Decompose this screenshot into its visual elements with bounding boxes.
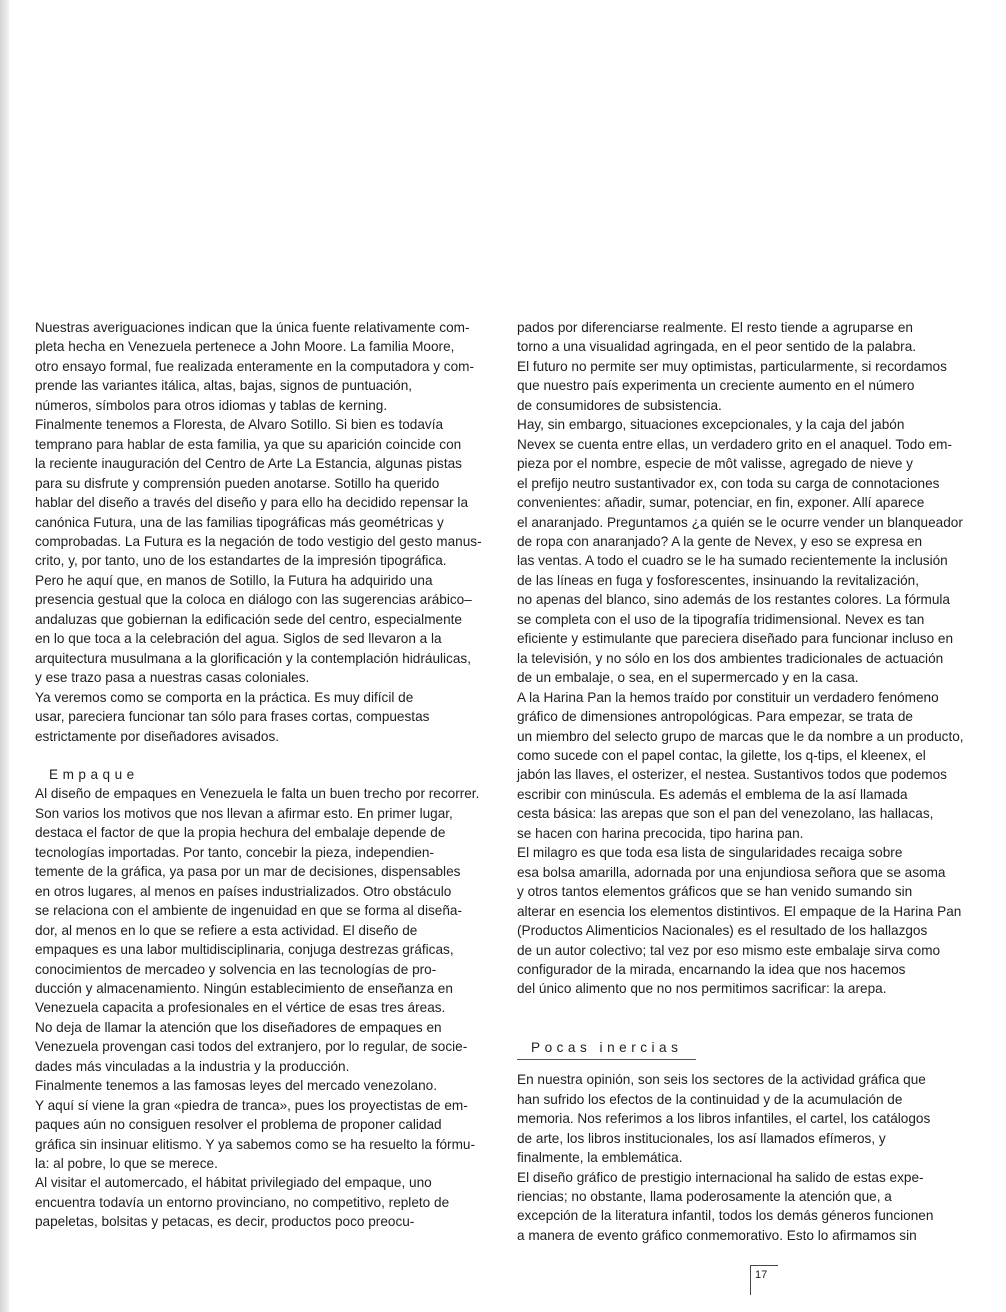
text-line: temprano para hablar de esta familia, ya que su aparición coincide con — [35, 436, 462, 452]
text-line: la televisión, y no sólo en los dos ambientes tradicionales de actuación — [517, 650, 944, 666]
text-line: un miembro del selecto grupo de marcas que le da nombre a un producto, — [517, 728, 964, 744]
text-line: de arte, los libros institucionales, los así llamados efímeros, y — [517, 1130, 886, 1146]
text-line: memoria. Nos referimos a los libros infantiles, el cartel, los catálogos — [517, 1111, 931, 1127]
text-line: de un embalaje, o sea, en el supermercado y en la casa. — [517, 670, 859, 686]
text-line: El milagro es que toda esa lista de singularidades recaiga sobre — [517, 845, 903, 861]
text-line: que nuestro país experimenta un creciente aumento en el número — [517, 378, 915, 394]
spacer — [517, 999, 979, 1018]
text-line: y otros tantos elementos gráficos que se han venido sumando sin — [517, 884, 913, 900]
text-line: esa bolsa amarilla, adornada por una enjundiosa señora que se asoma — [517, 864, 946, 880]
text-line: usar, pareciera funcionar tan sólo para frases cortas, compuestas — [35, 709, 430, 725]
text-line: en otros lugares, al menos en países industrializados. Otro obstáculo — [35, 883, 452, 899]
text-line: el prefijo neutro sustantivador ex, con toda su carga de connotaciones — [517, 475, 940, 491]
section-heading-empaque: Empaque — [49, 766, 139, 782]
text-line: Pero he aquí que, en manos de Sotillo, la Futura ha adquirido una — [35, 572, 433, 588]
text-line: estrictamente por diseñadores avisados. — [35, 728, 280, 744]
text-line: finalmente, la emblemática. — [517, 1150, 683, 1166]
page-number: 17 — [750, 1265, 778, 1295]
text-line: se completa con el uso de la tipografía tridimensional. Nevex es tan — [517, 611, 925, 627]
text-line: de ropa con anaranjado? A la gente de Nevex, y eso se expresa en — [517, 533, 923, 549]
text-line: jabón las llaves, el osterizer, el nestea. Sustantivos todos que podemos — [517, 767, 947, 783]
text-line: del único alimento que no nos permitimos sacrificar: la arepa. — [517, 981, 887, 997]
text-line: Al diseño de empaques en Venezuela le falta un buen trecho por recorrer. — [35, 786, 480, 802]
text-line: temente de la gráfica, ya pasa por un mar de decisiones, dispensables — [35, 864, 461, 880]
text-line: arquitectura musulmana a la glorificación y la contemplación hidráulicas, — [35, 650, 471, 666]
text-line: Nuestras averiguaciones indican que la única fuente relativamente com- — [35, 320, 470, 335]
text-line: la: al pobre, lo que se merece. — [35, 1156, 218, 1172]
text-line: excepción de la literatura infantil, todos los demás géneros funcionen — [517, 1208, 934, 1224]
text-line: Y aquí sí viene la gran «piedra de tranca», pues los proyectistas de em- — [35, 1097, 468, 1113]
text-line: las ventas. A todo el cuadro se le ha sumado recientemente la inclusión — [517, 553, 948, 569]
right-text-block-2 — [517, 1070, 979, 1245]
text-line: andaluzas que gobiernan la edificación sede del centro, especialmente — [35, 611, 462, 627]
text-line: se hacen con harina precocida, tipo harina pan. — [517, 825, 804, 841]
text-line: (Productos Alimenticios Nacionales) es el resultado de los hallazgos — [517, 923, 928, 939]
text-line: como sucede con el papel contac, la gilette, los q-tips, el kleenex, el — [517, 747, 926, 763]
text-line: torno a una visualidad agringada, en el peor sentido de la palabra. — [517, 339, 917, 355]
text-line: prende las variantes itálica, altas, bajas, signos de puntuación, — [35, 378, 413, 394]
text-line: tecnologías importadas. Por tanto, concebir la pieza, independien- — [35, 844, 434, 860]
text-line: canónica Futura, una de las familias tipográficas más geométricas y — [35, 514, 444, 530]
text-line: Nevex se cuenta entre ellas, un verdadero grito en el anaquel. Todo em- — [517, 436, 953, 452]
text-line: eficiente y estimulante que pareciera diseñado para funcionar incluso en — [517, 631, 954, 647]
text-line: en lo que toca a la celebración del agua. Siglos de sed llevaron a la — [35, 631, 442, 647]
text-line: otro ensayo formal, fue realizada enteramente en la computadora y com- — [35, 358, 475, 374]
text-line: Finalmente tenemos a las famosas leyes del mercado venezolano. — [35, 1078, 437, 1094]
text-line: No deja de llamar la atención que los diseñadores de empaques en — [35, 1019, 442, 1035]
text-line: pados por diferenciarse realmente. El resto tiende a agruparse en — [517, 320, 913, 335]
left-text-block-2 — [35, 784, 500, 1231]
text-line: la reciente inauguración del Centro de Arte La Estancia, algunas pistas — [35, 456, 462, 472]
text-line: ducción y almacenamiento. Ningún establecimiento de enseñanza en — [35, 980, 453, 996]
text-line: números, símbolos para otros idiomas y tablas de kerning. — [35, 397, 388, 413]
text-line: comprobadas. La Futura es la negación de todo vestigio del gesto manus- — [35, 533, 482, 549]
text-line: presencia gestual que la coloca en diálogo con las sugerencias arábico– — [35, 592, 472, 608]
text-line: cesta básica: las arepas que son el pan del venezolano, las hallacas, — [517, 806, 934, 822]
text-line: dor, al menos en lo que se refiere a esta actividad. El diseño de — [35, 922, 418, 938]
text-line: A la Harina Pan la hemos traído por constituir un verdadero fenómeno — [517, 689, 939, 705]
left-column — [35, 318, 500, 1232]
text-line: dades más vinculadas a la industria y la producción. — [35, 1058, 350, 1074]
text-line: Finalmente tenemos a Floresta, de Alvaro Sotillo. Si bien es todavía — [35, 417, 444, 433]
text-line: gráfico de dimensiones antropológicas. Para empezar, se trata de — [517, 709, 913, 725]
left-text-block-1 — [35, 318, 500, 746]
text-line: pieza por el nombre, especie de môt valisse, agregado de nieve y — [517, 456, 913, 472]
text-line: Ya veremos como se comporta en la práctica. Es muy difícil de — [35, 689, 414, 705]
text-line: de consumidores de subsistencia. — [517, 397, 722, 413]
text-line: crito, y, por tanto, uno de los estandartes de la impresión tipográfica. — [35, 553, 447, 569]
text-line: conocimientos de mercadeo y solvencia en las tecnologías de pro- — [35, 961, 437, 977]
text-line: configurador de la mirada, encarnando la idea que nos hacemos — [517, 961, 906, 977]
text-line: papeletas, bolsitas y petacas, es decir, productos poco preocu- — [35, 1214, 415, 1230]
text-line: El futuro no permite ser muy optimistas, particularmente, si recordamos — [517, 358, 947, 374]
text-line: para su disfrute y comprensión pueden anotarse. Sotillo ha querido — [35, 475, 440, 491]
text-line: de las líneas en fuga y fosforescentes, insinuando la revitalización, — [517, 572, 920, 588]
text-line: Venezuela capacita a profesionales en el vértice de esas tres áreas. — [35, 1000, 446, 1016]
text-line: y ese trazo pasa a nuestras casas coloniales. — [35, 670, 310, 686]
right-column — [517, 318, 979, 1245]
page-edge-shadow — [0, 0, 9, 1312]
text-line: a manera de evento gráfico conmemorativo. Esto lo afirmamos sin — [517, 1227, 917, 1243]
text-line: Venezuela provengan casi todos del extranjero, por lo regular, de socie- — [35, 1039, 468, 1055]
text-line: hablar del diseño a través del diseño y para ello ha decidido repensar la — [35, 495, 469, 511]
text-line: no apenas del blanco, sino además de los restantes colores. La fórmula — [517, 592, 950, 608]
text-line: pleta hecha en Venezuela pertenece a John Moore. La familia Moore, — [35, 339, 455, 355]
text-line: el anaranjado. Preguntamos ¿a quién se le ocurre vender un blanqueador — [517, 514, 963, 530]
text-line: alterar en esencia los elementos distintivos. El empaque de la Harina Pan — [517, 903, 962, 919]
right-text-block-1 — [517, 318, 979, 999]
text-line: Al visitar el automercado, el hábitat privilegiado del empaque, uno — [35, 1175, 432, 1191]
text-line: paques aún no consiguen resolver el problema de proponer calidad — [35, 1117, 442, 1133]
text-line: destaca el factor de que la propia hechura del embalaje depende de — [35, 825, 446, 841]
text-line: gráfica sin insinuar elitismo. Y ya sabemos como se ha resuelto la fórmu- — [35, 1136, 475, 1152]
text-line: se relaciona con el ambiente de ingenuidad en que se forma al diseña- — [35, 903, 462, 919]
text-line: empaques es una labor multidisciplinaria, conjuga destrezas gráficas, — [35, 942, 454, 958]
text-line: han sufrido los efectos de la continuidad y de la acumulación de — [517, 1091, 903, 1107]
text-line: encuentra todavía un entorno provinciano, no competitivo, repleto de — [35, 1194, 450, 1210]
text-line: Son varios los motivos que nos llevan a afirmar esto. En primer lugar, — [35, 805, 453, 821]
text-line: convenientes: añadir, sumar, potenciar, en fin, exponer. Allí aparece — [517, 495, 925, 511]
text-line: El diseño gráfico de prestigio internacional ha salido de estas expe- — [517, 1169, 924, 1185]
text-line: En nuestra opinión, son seis los sectores de la actividad gráfica que — [517, 1072, 926, 1088]
text-line: escribir con minúscula. Es además el emblema de la así llamada — [517, 786, 908, 802]
text-line: Hay, sin embargo, situaciones excepcionales, y la caja del jabón — [517, 417, 905, 433]
text-line: riencias; no obstante, llama poderosamente la atención que, a — [517, 1189, 892, 1205]
section-heading-pocas-inercias: Pocas inercias — [517, 1037, 696, 1060]
text-line: de un autor colectivo; tal vez por eso mismo este embalaje sirva como — [517, 942, 941, 958]
